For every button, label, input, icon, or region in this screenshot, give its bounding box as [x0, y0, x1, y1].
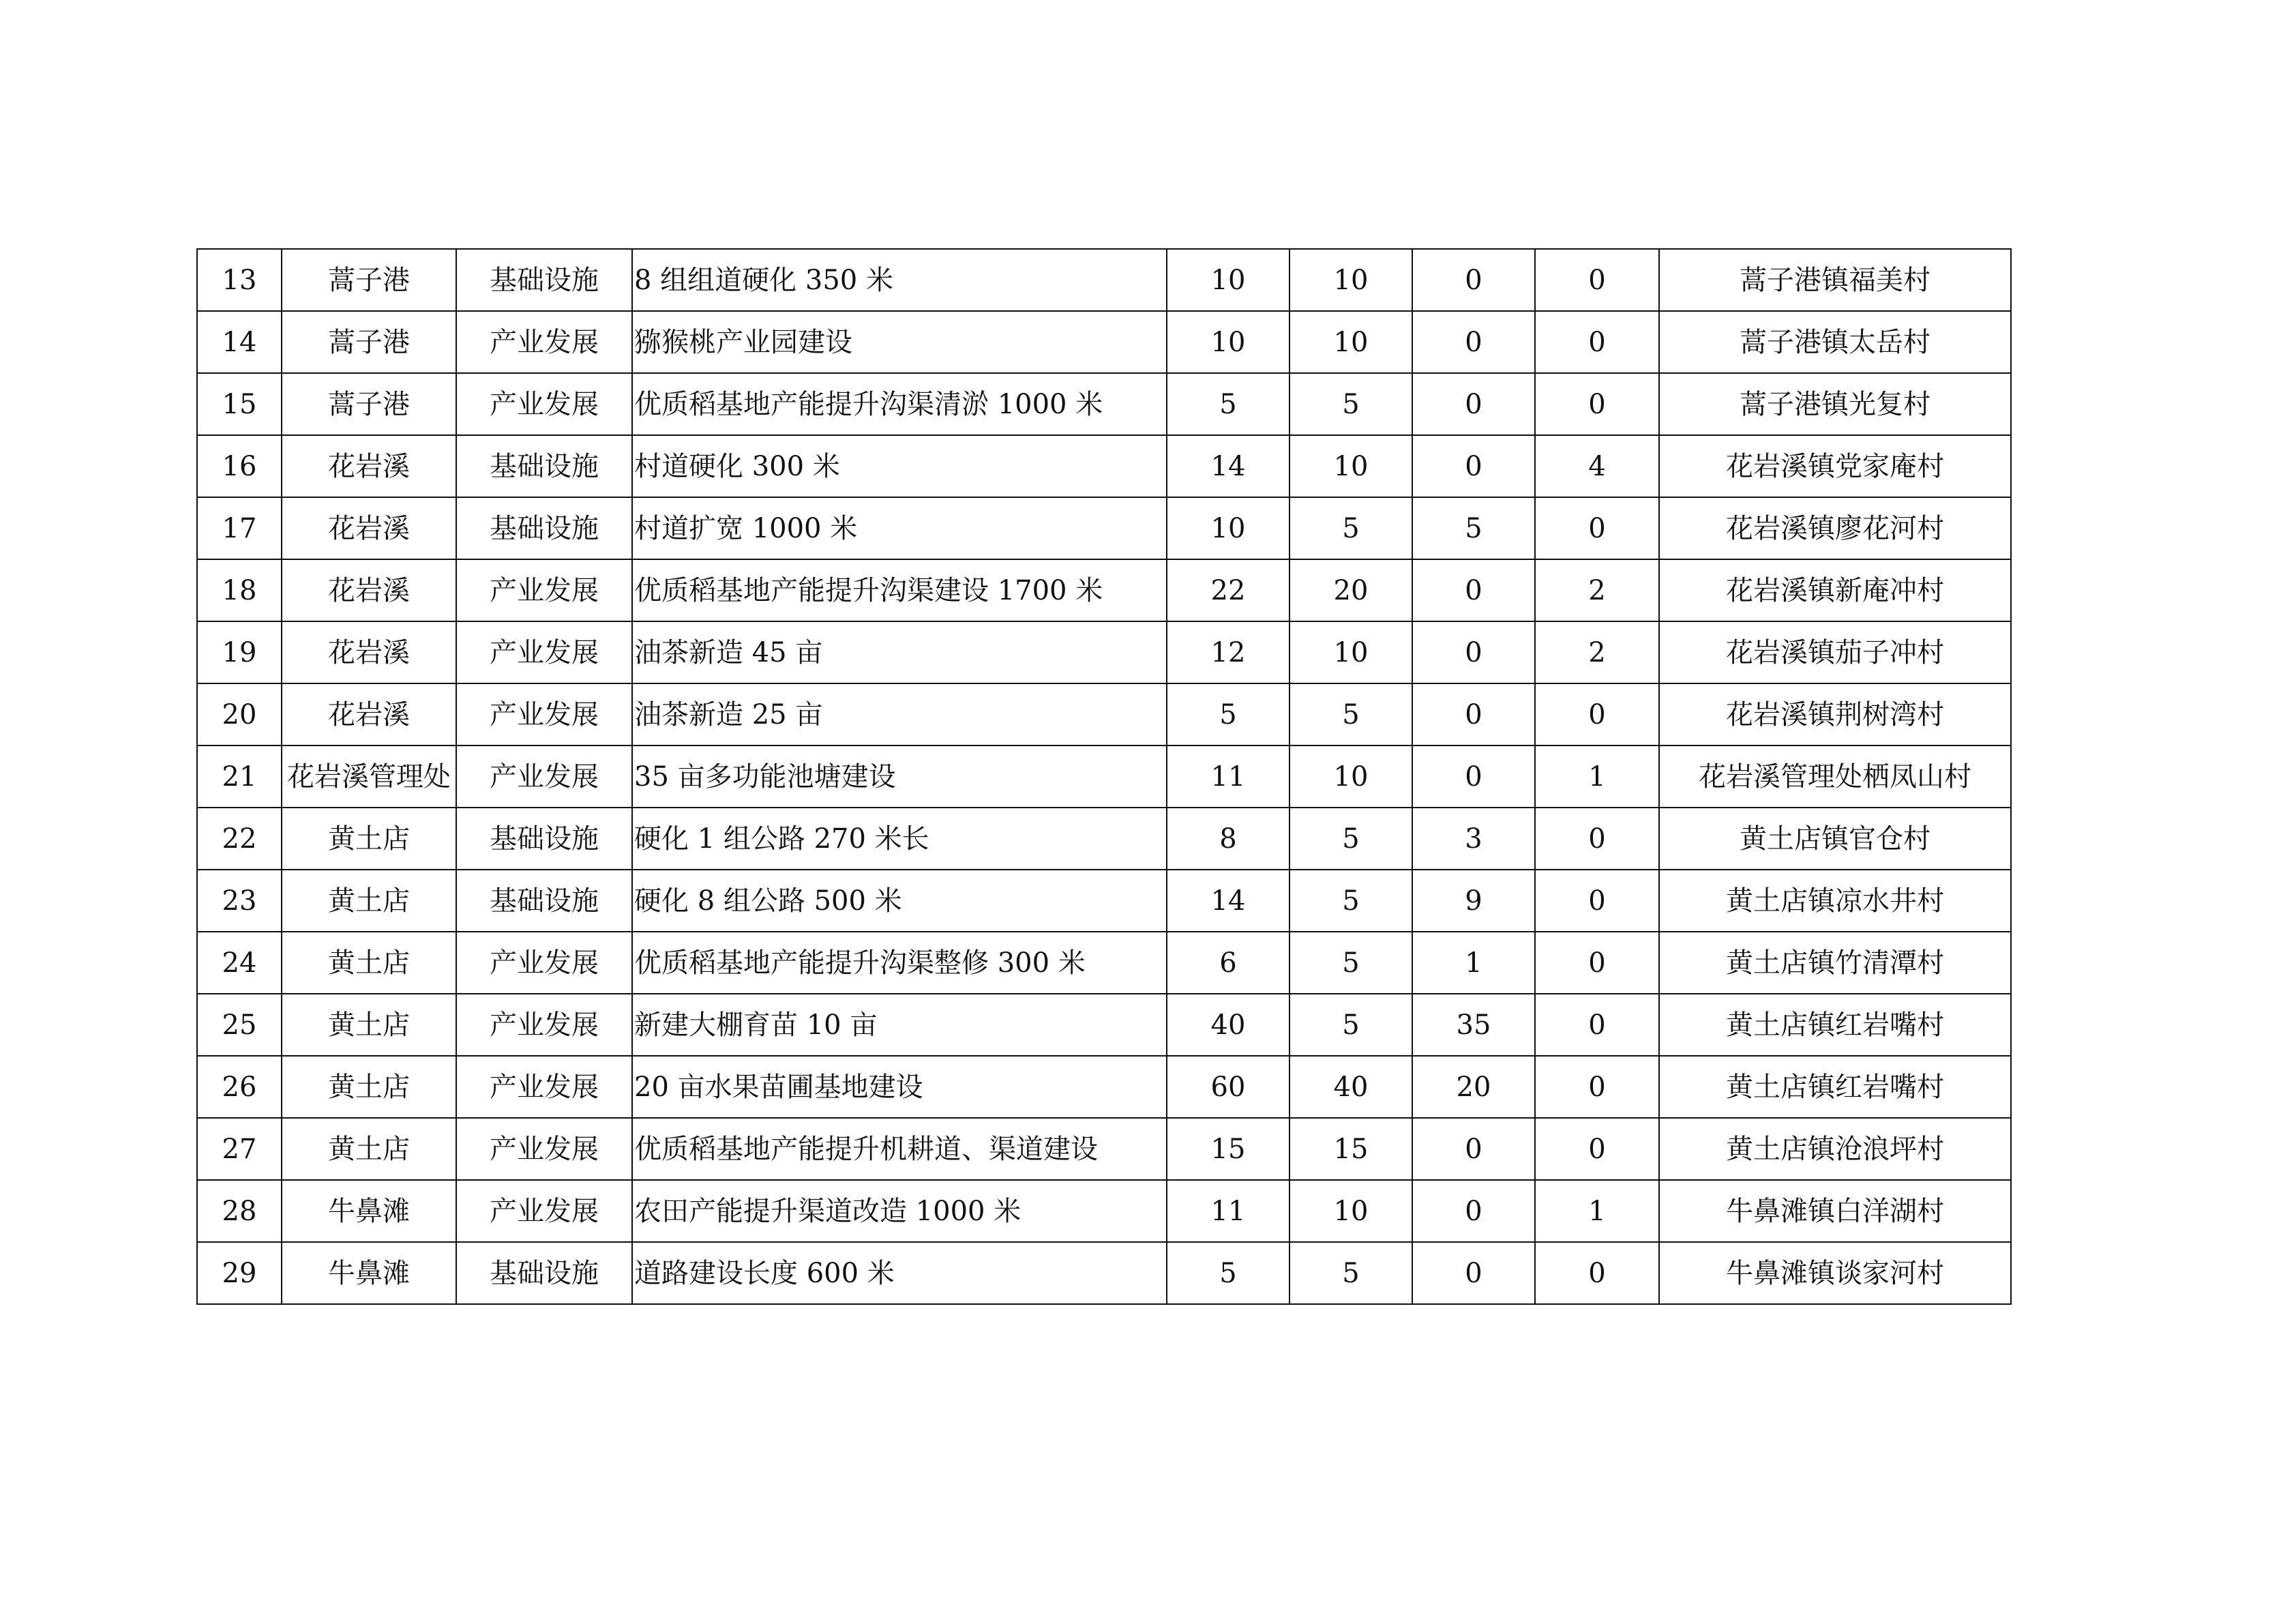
- total-funds-cell: 11: [1167, 745, 1289, 808]
- total-funds-cell: 15: [1167, 1118, 1289, 1180]
- funds-col-3-cell: 1: [1535, 745, 1659, 808]
- category-cell: 基础设施: [456, 808, 632, 870]
- town-cell: 蒿子港: [282, 311, 456, 373]
- category-cell: 基础设施: [456, 435, 632, 497]
- funds-col-3-cell: 0: [1535, 683, 1659, 745]
- category-cell: 产业发展: [456, 311, 632, 373]
- row-number-cell: 25: [197, 994, 282, 1056]
- row-number-cell: 29: [197, 1242, 282, 1304]
- total-funds-cell: 60: [1167, 1056, 1289, 1118]
- funds-col-2-cell: 0: [1412, 745, 1535, 808]
- location-cell: 黄土店镇凉水井村: [1659, 870, 2011, 932]
- funds-col-1-cell: 5: [1289, 1242, 1412, 1304]
- funds-col-1-cell: 5: [1289, 932, 1412, 994]
- location-cell: 黄土店镇红岩嘴村: [1659, 1056, 2011, 1118]
- total-funds-cell: 12: [1167, 621, 1289, 683]
- project-content-cell: 道路建设长度 600 米: [632, 1242, 1167, 1304]
- table-row: [197, 683, 2011, 745]
- funds-col-3-cell: 2: [1535, 559, 1659, 621]
- table-body: [197, 249, 2011, 1304]
- category-cell: 基础设施: [456, 497, 632, 559]
- town-cell: 花岩溪: [282, 621, 456, 683]
- row-number-cell: 17: [197, 497, 282, 559]
- project-content-cell: 新建大棚育苗 10 亩: [632, 994, 1167, 1056]
- location-cell: 花岩溪镇廖花河村: [1659, 497, 2011, 559]
- funds-col-3-cell: 0: [1535, 249, 1659, 311]
- funds-col-3-cell: 2: [1535, 621, 1659, 683]
- funds-col-2-cell: 0: [1412, 373, 1535, 435]
- location-cell: 花岩溪管理处栖凤山村: [1659, 745, 2011, 808]
- category-cell: 产业发展: [456, 683, 632, 745]
- project-content-cell: 硬化 8 组公路 500 米: [632, 870, 1167, 932]
- location-cell: 花岩溪镇党家庵村: [1659, 435, 2011, 497]
- location-cell: 牛鼻滩镇谈家河村: [1659, 1242, 2011, 1304]
- funds-col-1-cell: 10: [1289, 249, 1412, 311]
- row-number-cell: 21: [197, 745, 282, 808]
- town-cell: 黄土店: [282, 870, 456, 932]
- location-cell: 黄土店镇官仓村: [1659, 808, 2011, 870]
- location-cell: 黄土店镇竹清潭村: [1659, 932, 2011, 994]
- row-number-cell: 13: [197, 249, 282, 311]
- total-funds-cell: 14: [1167, 435, 1289, 497]
- funds-col-2-cell: 5: [1412, 497, 1535, 559]
- table-row: [197, 808, 2011, 870]
- category-cell: 产业发展: [456, 1118, 632, 1180]
- row-number-cell: 19: [197, 621, 282, 683]
- funds-col-2-cell: 0: [1412, 559, 1535, 621]
- project-content-cell: 优质稻基地产能提升沟渠整修 300 米: [632, 932, 1167, 994]
- category-cell: 产业发展: [456, 1056, 632, 1118]
- table-row: [197, 497, 2011, 559]
- row-number-cell: 26: [197, 1056, 282, 1118]
- category-cell: 产业发展: [456, 994, 632, 1056]
- location-cell: 花岩溪镇茄子冲村: [1659, 621, 2011, 683]
- funds-col-1-cell: 15: [1289, 1118, 1412, 1180]
- funds-col-3-cell: 0: [1535, 497, 1659, 559]
- project-content-cell: 35 亩多功能池塘建设: [632, 745, 1167, 808]
- funds-col-3-cell: 4: [1535, 435, 1659, 497]
- funds-col-1-cell: 20: [1289, 559, 1412, 621]
- project-content-cell: 8 组组道硬化 350 米: [632, 249, 1167, 311]
- category-cell: 产业发展: [456, 621, 632, 683]
- project-content-cell: 农田产能提升渠道改造 1000 米: [632, 1180, 1167, 1242]
- town-cell: 蒿子港: [282, 249, 456, 311]
- funds-col-3-cell: 0: [1535, 932, 1659, 994]
- funds-col-2-cell: 9: [1412, 870, 1535, 932]
- project-table: [196, 248, 2012, 1305]
- total-funds-cell: 11: [1167, 1180, 1289, 1242]
- location-cell: 蒿子港镇光复村: [1659, 373, 2011, 435]
- row-number-cell: 18: [197, 559, 282, 621]
- funds-col-1-cell: 5: [1289, 683, 1412, 745]
- funds-col-3-cell: 0: [1535, 1242, 1659, 1304]
- funds-col-2-cell: 0: [1412, 1180, 1535, 1242]
- table-row: [197, 745, 2011, 808]
- row-number-cell: 27: [197, 1118, 282, 1180]
- funds-col-1-cell: 5: [1289, 870, 1412, 932]
- town-cell: 花岩溪: [282, 435, 456, 497]
- town-cell: 蒿子港: [282, 373, 456, 435]
- funds-col-3-cell: 1: [1535, 1180, 1659, 1242]
- project-content-cell: 优质稻基地产能提升机耕道、渠道建设: [632, 1118, 1167, 1180]
- funds-col-3-cell: 0: [1535, 808, 1659, 870]
- funds-col-2-cell: 0: [1412, 249, 1535, 311]
- row-number-cell: 15: [197, 373, 282, 435]
- location-cell: 牛鼻滩镇白洋湖村: [1659, 1180, 2011, 1242]
- total-funds-cell: 6: [1167, 932, 1289, 994]
- table-row: [197, 932, 2011, 994]
- row-number-cell: 24: [197, 932, 282, 994]
- location-cell: 花岩溪镇荆树湾村: [1659, 683, 2011, 745]
- funds-col-1-cell: 5: [1289, 994, 1412, 1056]
- funds-col-2-cell: 0: [1412, 683, 1535, 745]
- total-funds-cell: 5: [1167, 1242, 1289, 1304]
- funds-col-1-cell: 10: [1289, 435, 1412, 497]
- total-funds-cell: 14: [1167, 870, 1289, 932]
- funds-col-2-cell: 0: [1412, 1242, 1535, 1304]
- table-row: [197, 994, 2011, 1056]
- funds-col-1-cell: 10: [1289, 311, 1412, 373]
- project-content-cell: 村道扩宽 1000 米: [632, 497, 1167, 559]
- category-cell: 基础设施: [456, 249, 632, 311]
- row-number-cell: 22: [197, 808, 282, 870]
- funds-col-1-cell: 10: [1289, 1180, 1412, 1242]
- town-cell: 黄土店: [282, 932, 456, 994]
- total-funds-cell: 5: [1167, 683, 1289, 745]
- funds-col-2-cell: 35: [1412, 994, 1535, 1056]
- funds-col-3-cell: 0: [1535, 994, 1659, 1056]
- town-cell: 黄土店: [282, 994, 456, 1056]
- table-row: [197, 1118, 2011, 1180]
- location-cell: 蒿子港镇福美村: [1659, 249, 2011, 311]
- total-funds-cell: 8: [1167, 808, 1289, 870]
- row-number-cell: 23: [197, 870, 282, 932]
- row-number-cell: 14: [197, 311, 282, 373]
- location-cell: 黄土店镇红岩嘴村: [1659, 994, 2011, 1056]
- funds-col-1-cell: 40: [1289, 1056, 1412, 1118]
- project-content-cell: 村道硬化 300 米: [632, 435, 1167, 497]
- table-row: [197, 1056, 2011, 1118]
- category-cell: 基础设施: [456, 870, 632, 932]
- town-cell: 黄土店: [282, 808, 456, 870]
- table-row: [197, 373, 2011, 435]
- location-cell: 蒿子港镇太岳村: [1659, 311, 2011, 373]
- funds-col-2-cell: 0: [1412, 1118, 1535, 1180]
- table-row: [197, 559, 2011, 621]
- funds-col-2-cell: 20: [1412, 1056, 1535, 1118]
- category-cell: 产业发展: [456, 373, 632, 435]
- category-cell: 产业发展: [456, 745, 632, 808]
- town-cell: 花岩溪: [282, 683, 456, 745]
- funds-col-3-cell: 0: [1535, 870, 1659, 932]
- funds-col-2-cell: 3: [1412, 808, 1535, 870]
- project-content-cell: 硬化 1 组公路 270 米长: [632, 808, 1167, 870]
- total-funds-cell: 40: [1167, 994, 1289, 1056]
- funds-col-2-cell: 0: [1412, 621, 1535, 683]
- location-cell: 花岩溪镇新庵冲村: [1659, 559, 2011, 621]
- total-funds-cell: 5: [1167, 373, 1289, 435]
- project-content-cell: 优质稻基地产能提升沟渠建设 1700 米: [632, 559, 1167, 621]
- row-number-cell: 16: [197, 435, 282, 497]
- funds-col-1-cell: 5: [1289, 373, 1412, 435]
- funds-col-2-cell: 0: [1412, 311, 1535, 373]
- town-cell: 黄土店: [282, 1056, 456, 1118]
- table-row: [197, 311, 2011, 373]
- funds-col-3-cell: 0: [1535, 1118, 1659, 1180]
- category-cell: 产业发展: [456, 559, 632, 621]
- project-content-cell: 油茶新造 45 亩: [632, 621, 1167, 683]
- total-funds-cell: 10: [1167, 249, 1289, 311]
- row-number-cell: 20: [197, 683, 282, 745]
- town-cell: 花岩溪: [282, 559, 456, 621]
- total-funds-cell: 10: [1167, 311, 1289, 373]
- category-cell: 产业发展: [456, 932, 632, 994]
- table-row: [197, 870, 2011, 932]
- table-row: [197, 621, 2011, 683]
- project-content-cell: 优质稻基地产能提升沟渠清淤 1000 米: [632, 373, 1167, 435]
- funds-col-3-cell: 0: [1535, 373, 1659, 435]
- table-row: [197, 435, 2011, 497]
- town-cell: 花岩溪: [282, 497, 456, 559]
- project-content-cell: 20 亩水果苗圃基地建设: [632, 1056, 1167, 1118]
- project-content-cell: 油茶新造 25 亩: [632, 683, 1167, 745]
- location-cell: 黄土店镇沧浪坪村: [1659, 1118, 2011, 1180]
- funds-col-1-cell: 5: [1289, 497, 1412, 559]
- funds-col-1-cell: 10: [1289, 745, 1412, 808]
- funds-col-1-cell: 10: [1289, 621, 1412, 683]
- table-row: [197, 1180, 2011, 1242]
- funds-col-3-cell: 0: [1535, 1056, 1659, 1118]
- funds-col-3-cell: 0: [1535, 311, 1659, 373]
- town-cell: 花岩溪管理处: [282, 745, 456, 808]
- total-funds-cell: 10: [1167, 497, 1289, 559]
- town-cell: 牛鼻滩: [282, 1180, 456, 1242]
- table-row: [197, 249, 2011, 311]
- total-funds-cell: 22: [1167, 559, 1289, 621]
- row-number-cell: 28: [197, 1180, 282, 1242]
- funds-col-2-cell: 0: [1412, 435, 1535, 497]
- project-content-cell: 猕猴桃产业园建设: [632, 311, 1167, 373]
- category-cell: 基础设施: [456, 1242, 632, 1304]
- category-cell: 产业发展: [456, 1180, 632, 1242]
- town-cell: 牛鼻滩: [282, 1242, 456, 1304]
- funds-col-2-cell: 1: [1412, 932, 1535, 994]
- table-row: [197, 1242, 2011, 1304]
- town-cell: 黄土店: [282, 1118, 456, 1180]
- funds-col-1-cell: 5: [1289, 808, 1412, 870]
